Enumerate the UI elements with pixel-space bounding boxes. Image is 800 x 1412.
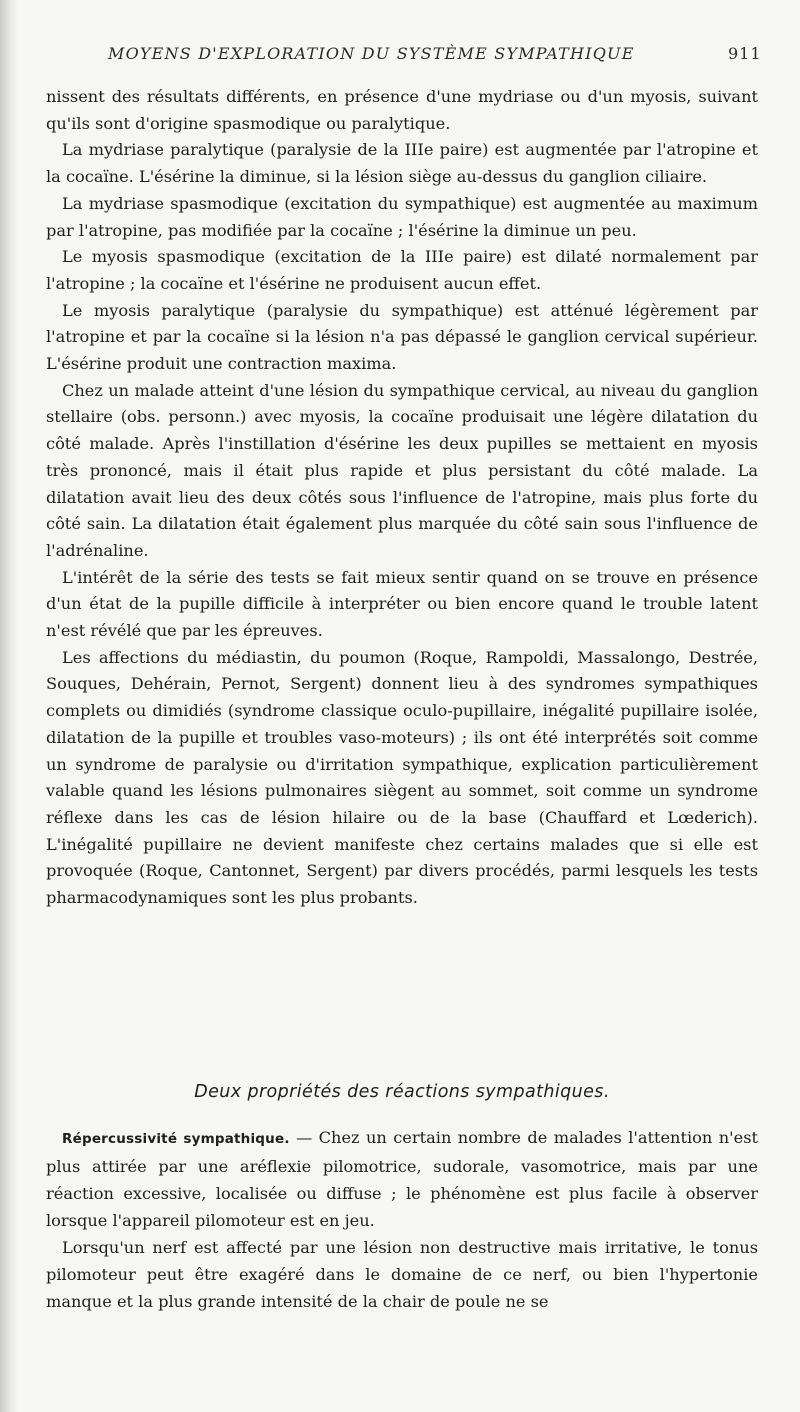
body-text — [46, 84, 758, 912]
lead-paragraph-text: — Chez un certain nombre de malades l'attention n'est plus attirée par une aréflexie pilomotrice, sudorale, vasomotrice, mais par une réaction excessive, localisée ou diffuse ; le phénomène est plus facile à observer lorsque l'appareil pilomoteur est en jeu. — [46, 1128, 759, 1230]
paragraph-repercussivity — [46, 1124, 758, 1234]
page-number: 911 — [728, 44, 762, 63]
paragraph-spasmodic-mydriasis: La mydriase spasmodique (excitation du sympathique) est augmentée au maximum par l'atropine, pas modifiée par la cocaïne ; l'ésérine la diminue un peu. — [46, 193, 758, 240]
running-title: MOYENS D'EXPLORATION DU SYSTÈME SYMPATHIQUE — [108, 44, 635, 63]
paragraph-test-series: L'intérêt de la série des tests se fait mieux sentir quand on se trouve en présence d'un état de la pupille difficile à interpréter ou bien encore quand le trouble latent n'est révélé que par les épreuves. — [46, 567, 758, 641]
lead-term: Répercussivité sympathique. — [62, 1131, 290, 1147]
paragraph-irritative-lesion: Lorsqu'un nerf est affecté par une lésion non destructive mais irritative, le tonus pilomoteur peut être exagéré dans le domaine de ce nerf, ou bien l'hypertonie manque et la plus grande intensité de la chair de poule ne se — [46, 1238, 758, 1311]
paragraph-spasmodic-myosis: Le myosis spasmodique (excitation de la IIIe paire) est dilaté normalement par l'atropine ; la cocaïne et l'ésérine ne produisent aucun effet. — [46, 247, 758, 293]
page-gutter-shadow — [0, 0, 18, 1412]
section-body-text — [46, 1124, 758, 1315]
section-heading: Deux propriétés des réactions sympathiques. — [194, 1082, 610, 1102]
paragraph-continuation: nissent des résultats différents, en présence d'une mydriase ou d'un myosis, suivant qu'ils sont d'origine spasmodique ou paralytique. — [46, 87, 758, 133]
paragraph-paralytic-myosis: Le myosis paralytique (paralysie du sympathique) est atténué légèrement par l'atropine et par la cocaïne si la lésion n'a pas dépassé le ganglion cervical supérieur. L'ésérine produit une contraction maxima. — [46, 300, 758, 374]
paragraph-case-observation: Chez un malade atteint d'une lésion du sympathique cervical, au niveau du ganglion stellaire (obs. personn.) avec myosis, la cocaïne produisait une légère dilatation du côté malade. Après l'instillation d'ésérine les deux pupilles se mettaient en myosis très prononcé, mais il était plus rapide et plus persistant du côté malade. La dilatation avait lieu des deux côtés sous l'influence de l'atropine, mais plus forte du côté sain. La dilatation était également plus marquée du côté sain sous l'influence de l'adrénaline. — [46, 380, 758, 560]
paragraph-paralytic-mydriasis: La mydriase paralytique (paralysie de la IIIe paire) est augmentée par l'atropine et la cocaïne. L'ésérine la diminue, si la lésion siège au-dessus du ganglion ciliaire. — [46, 140, 758, 187]
paragraph-mediastinal-affections: Les affections du médiastin, du poumon (Roque, Rampoldi, Massalongo, Destrée, Souques, Dehérain, Pernot, Sergent) donnent lieu à des syndromes sympathiques complets ou dimidiés (syndrome classique oculo-pupillaire, inégalité pupillaire isolée, dilatation de la pupille et troubles vaso-moteurs) ; ils ont été interprétés soit comme un syndrome de paralysie ou d'irritation sympathique, explication particulièrement valable quand les lésions pulmonaires siègent au sommet, soit comme un syndrome réflexe dans les cas de lésion hilaire ou de la base (Chauffard et Lœderich). L'inégalité pupillaire ne devient manifeste chez certains malades que si elle est provoquée (Roque, Cantonnet, Sergent) par divers procédés, parmi lesquels les tests pharmacodynamiques sont les plus probants. — [46, 647, 758, 908]
